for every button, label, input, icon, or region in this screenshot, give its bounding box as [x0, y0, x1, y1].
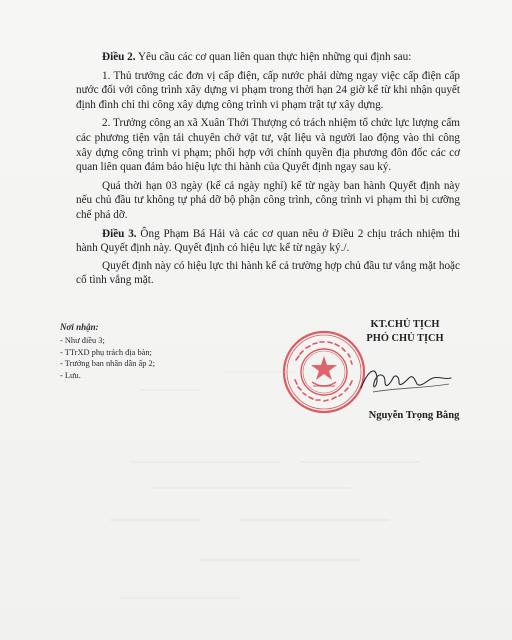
signer-name: Nguyễn Trọng Bằng: [368, 410, 460, 421]
signature-title-1: KT.CHỦ TỊCH: [370, 319, 440, 330]
recipient-item: - Như điều 3;: [60, 336, 105, 346]
recipient-item: - Trưởng ban nhân dân ấp 2;: [60, 359, 156, 369]
recipient-item: - TTrXD phụ trách địa bàn;: [60, 347, 152, 357]
article-2-label: Điều 2.: [102, 51, 136, 63]
recipient-item: - Lưu.: [60, 370, 81, 380]
article-3-effect: Quyết định này có hiệu lực thi hành kể cả trường hợp chủ đầu tư vắng mặt hoặc cố tình vắng mặt.: [76, 259, 460, 287]
article-3-text: Ông Phạm Bá Hải và các cơ quan nêu ở Điều 2 chịu trách nhiệm thi hành Quyết định này. Quyết định có hiệu lực kể từ ngày ký./.: [76, 227, 461, 255]
recipients-block: [60, 322, 240, 381]
article-2-item-2: 2. Trưởng công an xã Xuân Thới Thượng có trách nhiệm tổ chức lực lượng cấm các phương tiện vận tải chuyên chở vật tư, vật liệu và người lao động vào thi công xây dựng công trình vi phạm; phối hợp với chính quyền địa phương đôn đốc các cơ quan liên quan đảm bảo hiệu lực thi hành của Quyết định ngay sau ký.: [76, 117, 460, 174]
article-2-item-1: 1. Thủ trưởng các đơn vị cấp điện, cấp nước phải dừng ngay việc cấp điện cấp nước đối với công trình xây dựng vi phạm trong thời hạn 24 giờ kể từ khi nhận quyết định đình chỉ thi công xây dựng công trình vi phạm trật tự xây dựng.: [76, 69, 460, 111]
recipients-heading: Nơi nhận:: [60, 322, 99, 332]
signature-title-2: PHÓ CHỦ TỊCH: [366, 333, 444, 344]
article-2-intro: [76, 50, 460, 65]
recipients-list: [60, 335, 240, 381]
article-2-deadline: Quá thời hạn 03 ngày (kể cả ngày nghỉ) kể từ ngày ban hành Quyết định này nếu chủ đầu tư không tự phá dỡ bộ phận công trình, công trình vi phạm thì bị cưỡng chế phá dỡ.: [76, 179, 460, 221]
document-body: [76, 50, 460, 292]
article-3: [76, 227, 460, 256]
handwritten-signature-icon: [355, 358, 455, 400]
article-3-label: Điều 3.: [102, 227, 137, 240]
signature-block: [330, 318, 480, 346]
article-2-text: Yêu cầu các cơ quan liên quan thực hiện những qui định sau:: [135, 51, 412, 63]
